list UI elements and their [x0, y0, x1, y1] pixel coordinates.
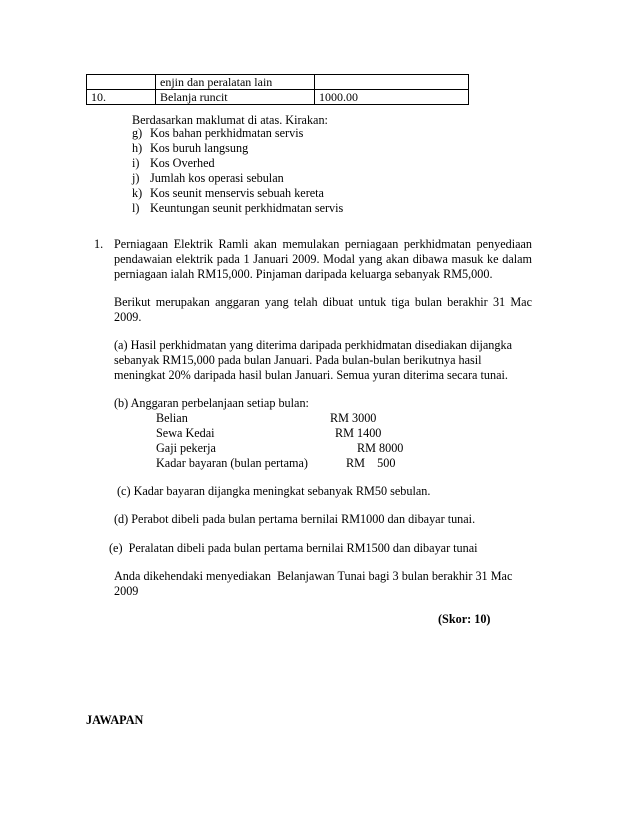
expense-amount: RM 3000: [330, 411, 377, 425]
paragraph-line: perniagaan ialah RM15,000. Pinjaman daripada keluarga sebanyak RM5,000.: [114, 267, 493, 281]
item-c: (c) Kadar bayaran dijangka meningkat sebanyak RM50 sebulan.: [117, 484, 431, 498]
table-cell-value: 1000.00: [315, 90, 469, 105]
expense-amount: RM 500: [346, 456, 396, 470]
task-text: Jumlah kos operasi sebulan: [150, 171, 284, 185]
task-text: Kos bahan perkhidmatan servis: [150, 126, 304, 140]
expense-amount: RM 8000: [357, 441, 404, 455]
paragraph-line: 2009.: [114, 310, 142, 324]
table-cell-no: 10.: [87, 90, 156, 105]
item-b-title: (b) Anggaran perbelanjaan setiap bulan:: [114, 396, 309, 410]
table-cell-item: Belanja runcit: [156, 90, 315, 105]
table-cell-item: enjin dan peralatan lain: [156, 75, 315, 90]
item-d: (d) Perabot dibeli pada bulan pertama bernilai RM1000 dan dibayar tunai.: [114, 512, 476, 526]
table-cell-value: [315, 75, 469, 90]
task-letter: j): [132, 171, 140, 185]
item-e: (e) Peralatan dibeli pada bulan pertama bernilai RM1500 dan dibayar tunai: [109, 541, 478, 555]
table-cell-no: [87, 75, 156, 90]
paragraph-line: pendawaian elektrik pada 1 Januari 2009. Modal yang akan dibawa masuk ke dalam: [114, 252, 532, 266]
task-letter: h): [132, 141, 143, 155]
question-number: 1.: [94, 237, 104, 251]
task-text: Kos buruh langsung: [150, 141, 249, 155]
task-text: Kos Overhed: [150, 156, 215, 170]
task-letter: i): [132, 156, 140, 170]
expense-amount: RM 1400: [335, 426, 382, 440]
paragraph-line: Perniagaan Elektrik Ramli akan memulakan perniagaan perkhidmatan penyediaan: [114, 237, 532, 251]
intro-text: Berdasarkan maklumat di atas. Kirakan:: [132, 113, 328, 127]
expense-label: Gaji pekerja: [156, 441, 216, 455]
task-text: Keuntungan seunit perkhidmatan servis: [150, 201, 344, 215]
score-label: (Skor: 10): [438, 612, 491, 626]
answer-heading: JAWAPAN: [86, 713, 144, 727]
instruction-line: Anda dikehendaki menyediakan Belanjawan Tunai bagi 3 bulan berakhir 31 Mac: [114, 569, 513, 583]
expense-label: Kadar bayaran (bulan pertama): [156, 456, 308, 470]
task-letter: g): [132, 126, 143, 140]
expense-label: Sewa Kedai: [156, 426, 215, 440]
paragraph-line: Berikut merupakan anggaran yang telah dibuat untuk tiga bulan berakhir 31 Mac: [114, 295, 532, 309]
task-text: Kos seunit menservis sebuah kereta: [150, 186, 324, 200]
table-row: [87, 75, 469, 90]
item-a-line: (a) Hasil perkhidmatan yang diterima daripada perkhidmatan disediakan dijangka: [114, 338, 512, 352]
item-a-line: sebanyak RM15,000 pada bulan Januari. Pada bulan-bulan berikutnya hasil: [114, 353, 482, 367]
item-a-line: meningkat 20% daripada hasil bulan Januari. Semua yuran diterima secara tunai.: [114, 368, 508, 382]
task-letter: l): [132, 201, 140, 215]
expense-label: Belian: [156, 411, 188, 425]
task-letter: k): [132, 186, 143, 200]
table-row: [87, 90, 469, 105]
instruction-line: 2009: [114, 584, 139, 598]
cost-table: [86, 74, 469, 105]
